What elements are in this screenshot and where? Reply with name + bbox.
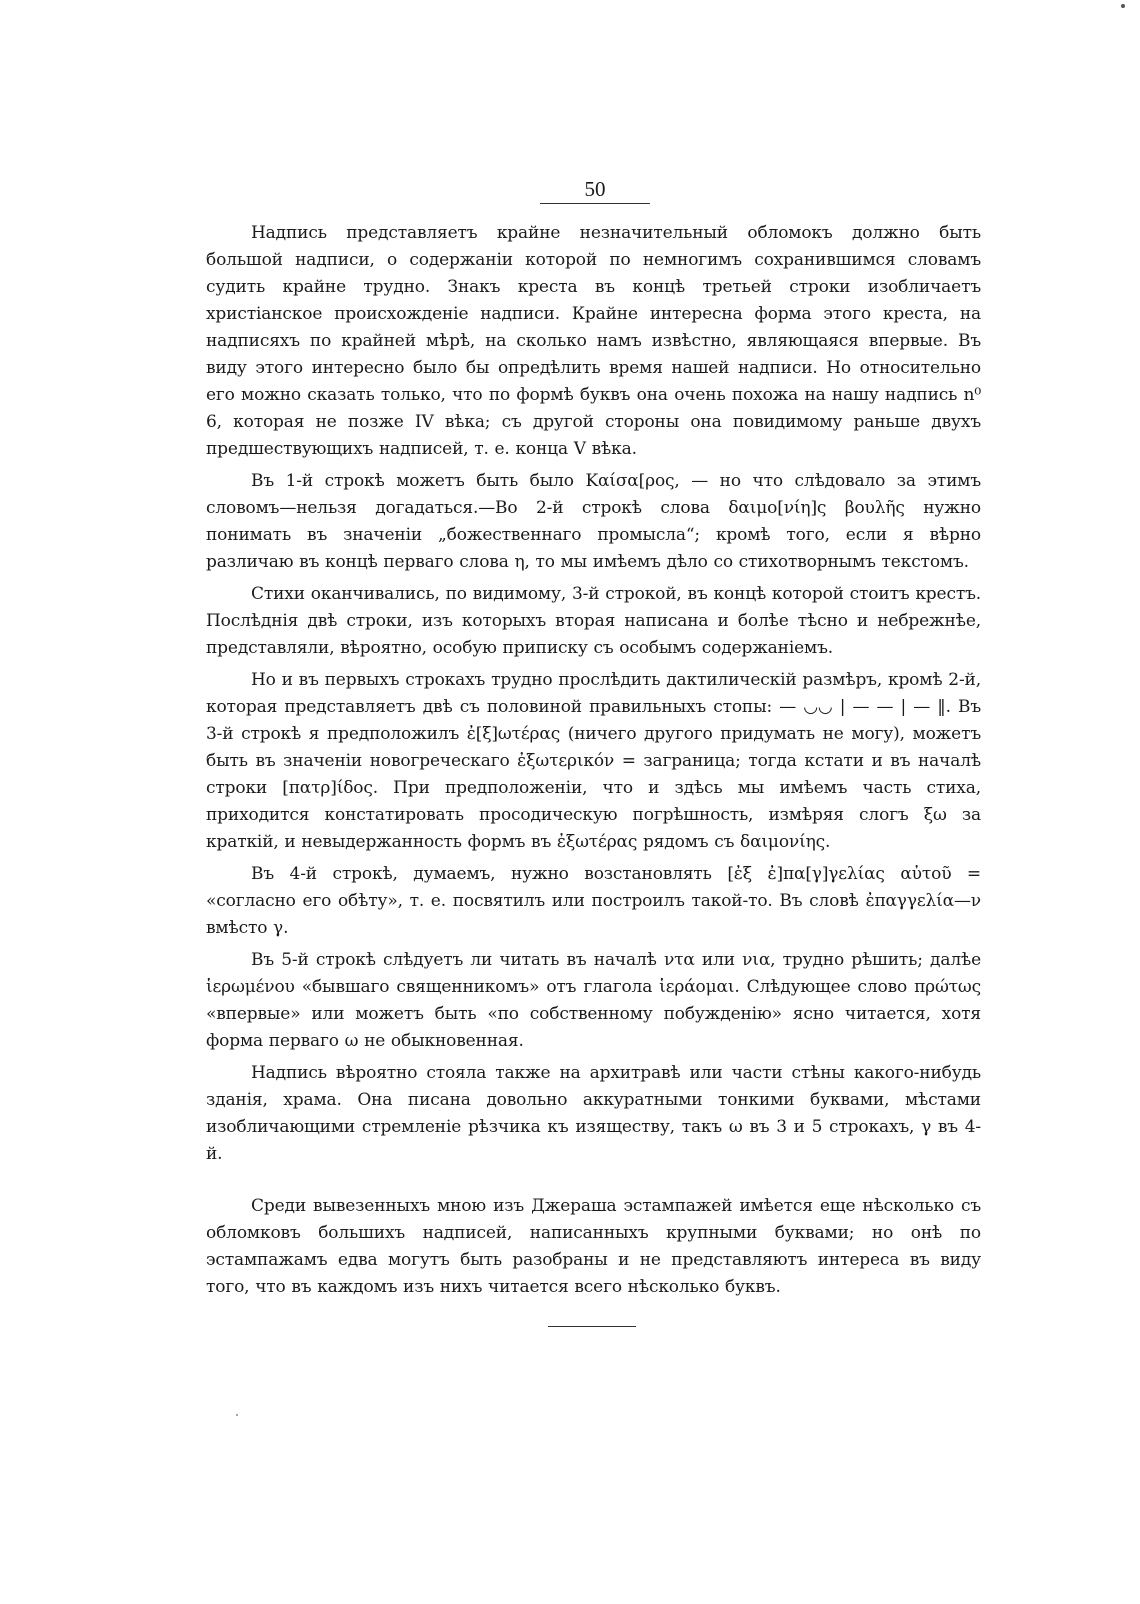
scan-speck — [1121, 4, 1125, 8]
body-text — [206, 220, 981, 1306]
scan-speck — [236, 1414, 238, 1416]
paragraph-2: Въ 1-й строкѣ можетъ быть было Καίσα[ρος, — но что слѣдовало за этимъ словомъ—нельзя догадаться.—Во 2-й строкѣ слова δαιμο[νίη]ς βουλῆς нужно понимать въ значенiи „божественнаго промысла“; кромѣ того, если я вѣрно различаю въ концѣ перваго слова η, то мы имѣемъ дѣло со стихотворнымъ текстомъ. — [206, 471, 981, 572]
paragraph-1: Надпись представляетъ крайне незначительный обломокъ должно быть большой надписи, о содержанiи которой по немногимъ сохранившимся словамъ судить крайне трудно. Знакъ креста въ концѣ третьей строки изобличаетъ христiанское происхожденiе надписи. Крайне интересна форма этого креста, на надписяхъ по крайней мѣрѣ, на сколько намъ извѣстно, являющаяся впервые. Въ виду этого интересно было бы опредѣлить время нашей надписи. Но относительно его можно сказать только, что по формѣ буквъ она очень похожа на нашу надпись n⁰ 6, которая не позже IV вѣка; съ другой стороны она повидимому раньше двухъ предшествующихъ надписей, т. е. конца V вѣка. — [206, 223, 981, 459]
paragraph-6: Въ 5-й строкѣ слѣдуетъ ли читать въ началѣ ντα или νια, трудно рѣшить; далѣе ἱερωμένου «бывшаго священникомъ» отъ глагола ἱεράομαι. Слѣдующее слово πρώτως «впервые» или можетъ быть «по собственному побужденiю» ясно читается, хотя форма перваго ω не обыкновенная. — [206, 950, 981, 1051]
paragraph-3: Стихи оканчивались, по видимому, 3-й строкой, въ концѣ которой стоитъ крестъ. Послѣднiя двѣ строки, изъ которыхъ вторая написана и болѣе тѣсно и небрежнѣе, представляли, вѣроятно, особую приписку съ особымъ содержанiемъ. — [206, 584, 981, 658]
page-number: 50 — [540, 178, 650, 204]
closing-rule — [548, 1326, 636, 1327]
paragraph-4: Но и въ первыхъ строкахъ трудно прослѣдить дактилическiй размѣръ, кромѣ 2-й, которая представляетъ двѣ съ половиной правильныхъ стопы: — ◡◡ | — — | — ‖. Въ 3-й строкѣ я предположилъ ἐ[ξ]ωτέρας (ничего другого придумать не могу), можетъ быть въ значенiи новогреческаго ἐξωτερικόν = заграница; тогда кстати и въ началѣ строки [πατρ]ίδος. При предположенiи, что и здѣсь мы имѣемъ часть стиха, приходится констатировать просодическую погрѣшность, измѣряя слогъ ξω за краткiй, и невыдержанность формъ въ ἐξωτέρας рядомъ съ δαιμονίης. — [206, 670, 981, 852]
paragraph-5: Въ 4-й строкѣ, думаемъ, нужно возстановлять [ἐξ ἐ]πα[γ]γελίας αὐτοῦ = «согласно его обѣту», т. е. посвятилъ или построилъ такой-то. Въ словѣ ἐπαγγελία—ν вмѣсто γ. — [206, 864, 981, 938]
paragraph-7: Надпись вѣроятно стояла также на архитравѣ или части стѣны какого-нибудь зданiя, храма. Она писана довольно аккуратными тонкими буквами, мѣстами изобличающими стремленiе рѣзчика къ изяществу, такъ ω въ 3 и 5 строкахъ, γ въ 4-й. — [206, 1063, 981, 1164]
paragraph-8: Среди вывезенныхъ мною изъ Джераша эстампажей имѣется еще нѣсколько съ обломковъ большихъ надписей, написанныхъ крупными буквами; но онѣ по эстампажамъ едва могутъ быть разобраны и не представляютъ интереса въ виду того, что въ каждомъ изъ нихъ читается всего нѣсколько буквъ. — [206, 1196, 981, 1297]
